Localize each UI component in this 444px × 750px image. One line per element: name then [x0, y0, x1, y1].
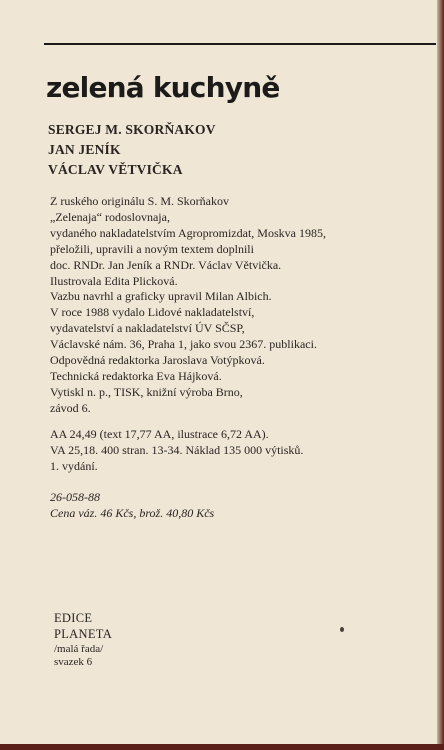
- author-name: JAN JENÍK: [48, 142, 121, 157]
- colophon-line: V roce 1988 vydalo Lidové nakladatelství,: [50, 305, 255, 320]
- top-rule: [44, 43, 436, 45]
- edition-subseries: /malá řada/: [54, 643, 104, 655]
- colophon-line: přeložili, upravili a novým textem doplnili: [50, 241, 254, 256]
- book-cover-bottom: [0, 744, 444, 750]
- colophon-line: vydaného nakladatelstvím Agropromizdat, Moskva 1985,: [50, 225, 326, 240]
- colophon-line: doc. RNDr. Jan Jeník a RNDr. Václav Větvička.: [50, 257, 282, 272]
- edition-volume-number: svazek 6: [54, 656, 93, 668]
- author-name: VÁCLAV VĚTVIČKA: [48, 162, 183, 177]
- edition-volume: [54, 643, 103, 669]
- catalog-number: 26-058-88: [50, 490, 100, 504]
- colophon-line: vydavatelství a nakladatelství ÚV SČSP,: [50, 321, 245, 336]
- catalog-codes: [50, 489, 214, 521]
- colophon: [50, 194, 326, 417]
- edition-name: PLANETA: [54, 627, 113, 641]
- stats-line: AA 24,49 (text 17,77 AA, ilustrace 6,72 AA).: [50, 427, 269, 441]
- print-statistics: [50, 426, 303, 474]
- stats-line: VA 25,18. 400 stran. 13-34. Náklad 135 000 výtisků.: [50, 443, 304, 457]
- stats-line: 1. vydání.: [50, 459, 98, 473]
- colophon-line: Václavské nám. 36, Praha 1, jako svou 2367. publikaci.: [50, 337, 317, 352]
- series-title: zelená kuchyně: [46, 71, 280, 104]
- colophon-line: Odpovědná redaktorka Jaroslava Votýpková.: [50, 353, 265, 368]
- edition-label: EDICE: [54, 611, 93, 625]
- author-list: [48, 120, 216, 180]
- book-cover-edge: [437, 0, 444, 750]
- colophon-line: závod 6.: [50, 400, 91, 415]
- author-name: SERGEJ M. SKORŇAKOV: [48, 122, 216, 137]
- edition-series: [54, 610, 112, 642]
- colophon-line: „Zelenaja“ rodoslovnaja,: [50, 209, 170, 224]
- colophon-line: Vazbu navrhl a graficky upravil Milan Albich.: [50, 289, 272, 304]
- colophon-line: Vytiskl n. p., TISK, knižní výroba Brno,: [50, 384, 243, 399]
- colophon-line: Z ruského originálu S. M. Skorňakov: [50, 194, 229, 208]
- colophon-line: Ilustrovala Edita Plicková.: [50, 273, 178, 288]
- colophon-line: Technická redaktorka Eva Hájková.: [50, 368, 222, 383]
- paper-speck: [340, 627, 344, 632]
- price-line: Cena váz. 46 Kčs, brož. 40,80 Kčs: [50, 506, 215, 520]
